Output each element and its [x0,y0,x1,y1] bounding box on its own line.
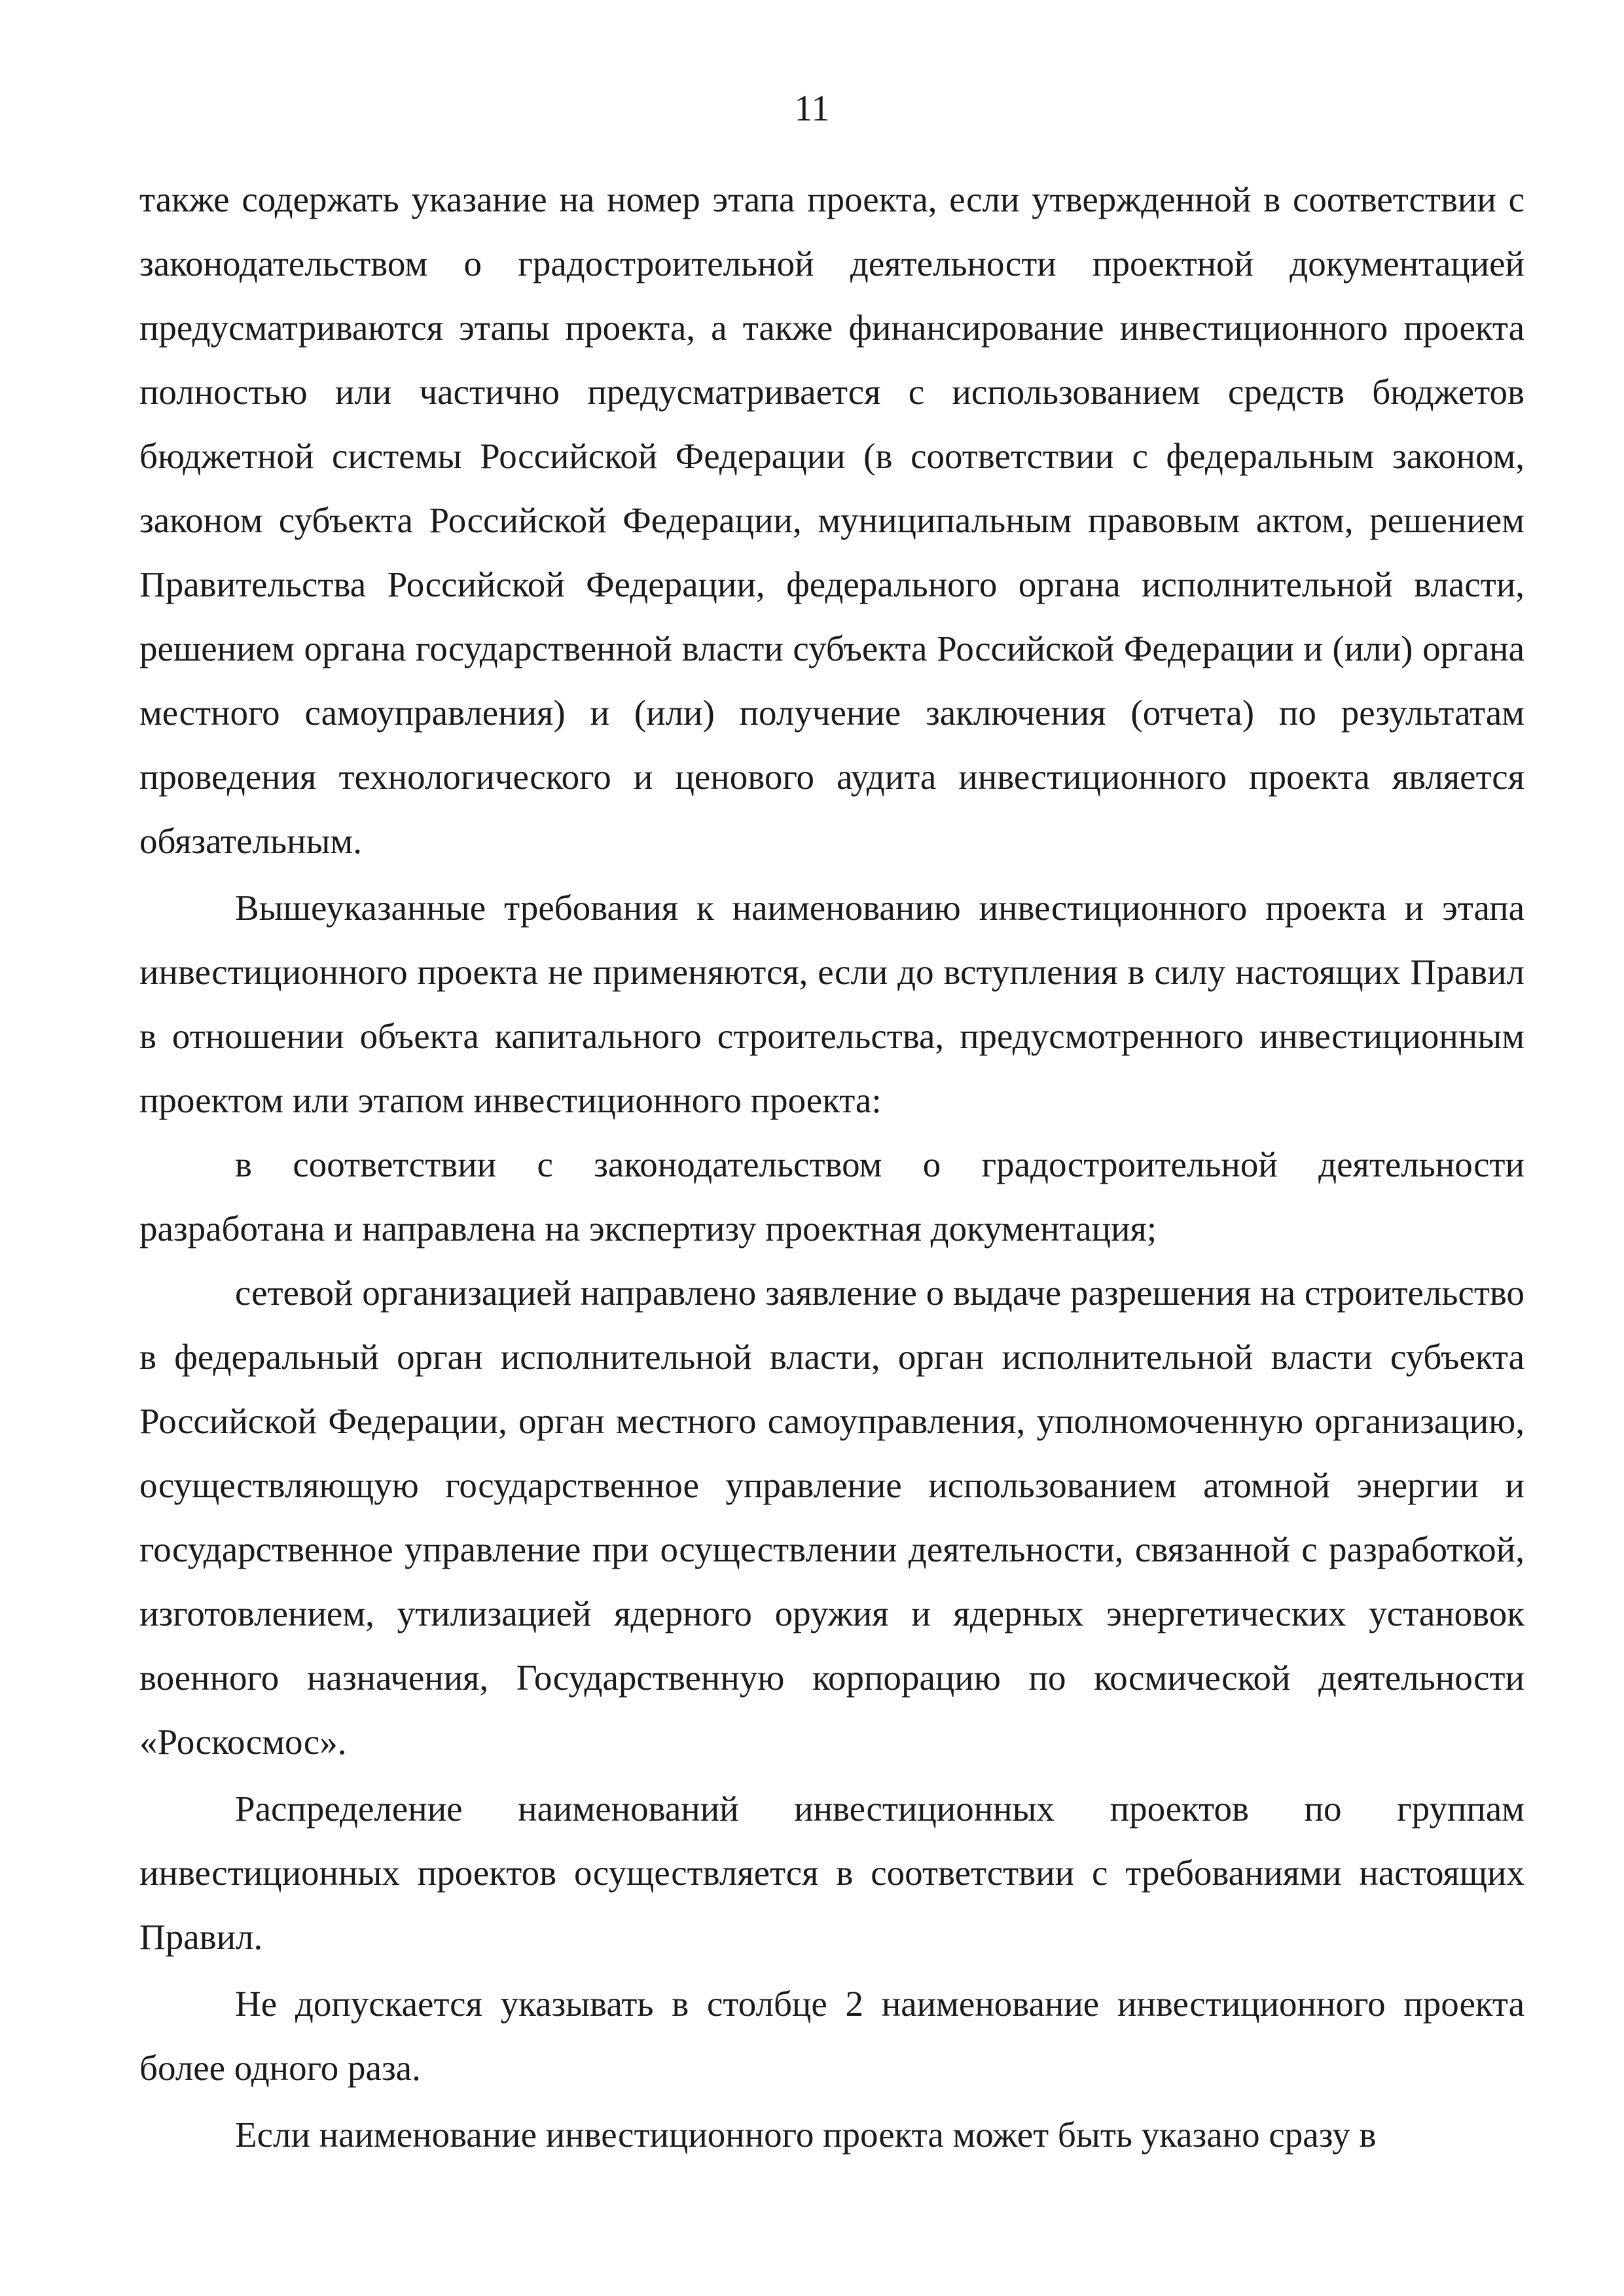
paragraph-continuation: также содержать указание на номер этапа проекта, если утвержденной в соответствии с законодательством о градостроительной деятельности проектной документацией предусматриваются этапы проекта, а также финансирование инвестиционного проекта полностью или частично предусматривается с использованием средств бюджетов бюджетной системы Российской Федерации (в соответствии с федеральным законом, законом субъекта Российской Федерации, муниципальным правовым актом, решением Правительства Российской Федерации, федерального органа исполнительной власти, решением органа государственной власти субъекта Российской Федерации и (или) органа местного самоуправления) и (или) получение заключения (отчета) по результатам проведения технологического и ценового аудита инвестиционного проекта является обязательным. [139,179,1525,861]
paragraph-construction-permit: сетевой организацией направлено заявление о выдаче разрешения на строительство в федеральный орган исполнительной власти, орган исполнительной власти субъекта Российской Федерации, орган местного самоуправления, уполномоченную организацию, осуществляющую государственное управление использованием атомной энергии и государственное управление при осуществлении деятельности, связанной с разработкой, изготовлением, утилизацией ядерного оружия и ядерных энергетических установок военного назначения, Государственную корпорацию по космической деятельности «Роскосмос». [139,1273,1525,1762]
paragraph-requirements-exception: Вышеуказанные требования к наименованию инвестиционного проекта и этапа инвестиционного проекта не применяются, если до вступления в силу настоящих Правил в отношении объекта капитального строительства, предусмотренного инвестиционным проектом или этапом инвестиционного проекта: [139,888,1525,1120]
paragraph-project-documentation: в соответствии с законодательством о градостроительной деятельности разработана и направлена на экспертизу проектная документация; [139,1144,1525,1248]
page-number: 11 [794,88,830,129]
paragraph-column-two: Не допускается указывать в столбце 2 наименование инвестиционного проекта более одного раза. [139,1984,1525,2088]
body-text [139,168,1525,2167]
paragraph-distribution: Распределение наименований инвестиционных проектов по группам инвестиционных проектов осуществляется в соответствии с требованиями настоящих Правил. [139,1789,1525,1957]
paragraph-multiple-groups: Если наименование инвестиционного проекта может быть указано сразу в [235,2115,1377,2155]
